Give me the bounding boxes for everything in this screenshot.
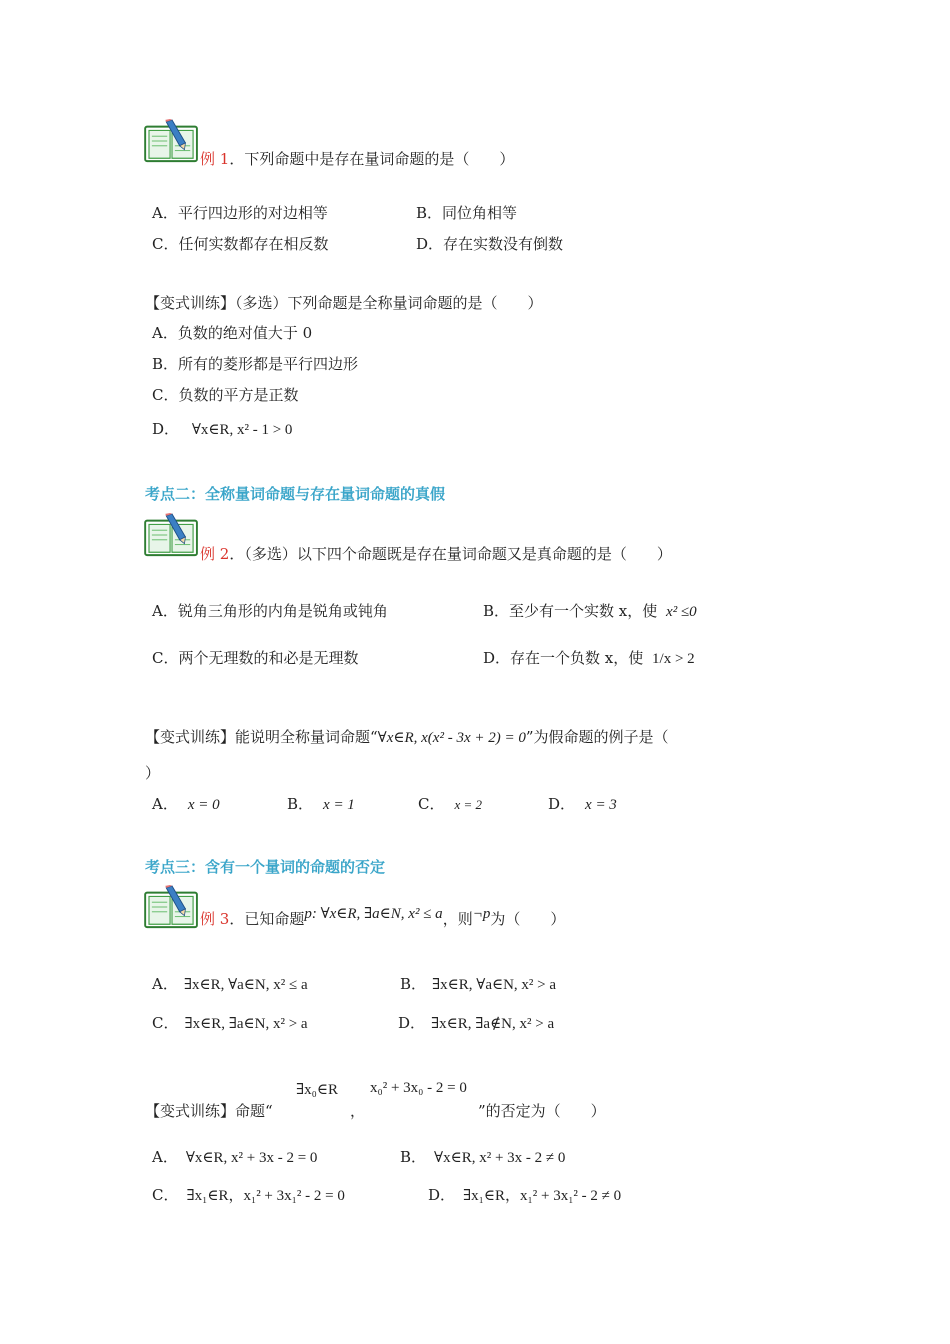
- option-math: ∀x∈R, x² + 3x - 2 = 0: [185, 1150, 318, 1166]
- option-math: x = 2: [454, 797, 483, 812]
- option-c: C．负数的平方是正数: [152, 386, 299, 404]
- question-math-2: x₀² + 3x₀ - 2 = 0: [370, 1080, 467, 1096]
- option-letter: D．: [152, 420, 180, 438]
- option-math: ∃x₁∈R，x₁² + 3x₁² - 2 ≠ 0: [463, 1188, 622, 1204]
- option-letter: D．: [428, 1186, 456, 1204]
- variation-question: 【变式训练】（多选）下列命题是全称量词命题的是（ ）: [145, 294, 543, 312]
- option-b: B．所有的菱形都是平行四边形: [152, 355, 359, 373]
- option-math: ∃x₁∈R，x₁² + 3x₁² - 2 = 0: [186, 1188, 345, 1204]
- example-2-heading: [200, 545, 672, 563]
- example-1-heading: [200, 150, 514, 168]
- option-c: C．任何实数都存在相反数: [152, 235, 329, 253]
- example-question: ．下列命题中是存在量词命题的是（ ）: [229, 150, 515, 168]
- book-pencil-icon: [143, 884, 201, 930]
- variation-question: [145, 728, 669, 747]
- option-d: [483, 649, 695, 668]
- option-letter: A．: [152, 795, 178, 813]
- option-math: x = 0: [187, 797, 220, 813]
- option-text: B．至少有一个实数 x，使: [483, 602, 658, 620]
- option-letter: C．: [152, 1186, 179, 1204]
- example-text: 为（ ）: [490, 910, 566, 928]
- option-c: [418, 795, 482, 814]
- example-text: ，则: [442, 910, 473, 928]
- option-a: [152, 795, 220, 814]
- option-a: A．负数的绝对值大于 0: [152, 324, 313, 342]
- option-d: [398, 1014, 554, 1033]
- option-math: x² ≤0: [666, 604, 697, 620]
- option-c: [152, 1014, 308, 1033]
- option-a: [152, 975, 308, 994]
- option-b: [287, 795, 355, 814]
- option-letter: A．: [152, 1148, 178, 1166]
- example-label: 例 1: [200, 150, 230, 168]
- option-math: ∃x∈R, ∀a∈N, x² > a: [432, 977, 557, 993]
- option-a: A．平行四边形的对边相等: [152, 204, 328, 222]
- book-pencil-icon: [143, 118, 201, 164]
- option-math: ∃x∈R, ∃a∉N, x² > a: [431, 1016, 555, 1032]
- example-label: 例 3: [200, 910, 230, 928]
- option-letter: B．: [287, 795, 314, 813]
- option-math: ∀x∈R, x² + 3x - 2 ≠ 0: [434, 1150, 566, 1166]
- option-a: A．锐角三角形的内角是锐角或钝角: [152, 602, 388, 620]
- option-b: [483, 602, 697, 621]
- option-letter: D．: [398, 1014, 426, 1032]
- example-text: ．已知命题: [229, 910, 305, 928]
- option-math: 1/x > 2: [652, 651, 695, 667]
- example-question: ．（多选）以下四个命题既是存在量词命题又是真命题的是（ ）: [229, 545, 672, 563]
- question-close: ）: [145, 764, 161, 782]
- option-b: [400, 1148, 565, 1167]
- example-label: 例 2: [200, 545, 230, 563]
- option-d: [152, 420, 292, 439]
- option-letter: A．: [152, 975, 178, 993]
- section-heading: 考点二：全称量词命题与存在量词命题的真假: [145, 485, 446, 503]
- option-letter: B．: [400, 1148, 427, 1166]
- option-c: [152, 1186, 345, 1205]
- option-math: ∃x∈R, ∃a∈N, x² > a: [184, 1016, 308, 1032]
- option-letter: C．: [152, 1014, 179, 1032]
- question-prefix: 【变式训练】能说明全称量词命题“: [145, 728, 378, 746]
- option-d: [428, 1186, 621, 1205]
- variation-question-suffix: ”的否定为（ ）: [478, 1102, 606, 1120]
- section-heading: 考点三：含有一个量词的命题的否定: [145, 858, 386, 876]
- option-math: ∀x∈R, x² - 1 > 0: [191, 422, 293, 438]
- option-a: [152, 1148, 317, 1167]
- option-letter: B．: [400, 975, 427, 993]
- option-b: B．同位角相等: [416, 204, 518, 222]
- option-text: D．存在一个负数 x，使: [483, 649, 644, 667]
- option-d: D．存在实数没有倒数: [416, 235, 564, 253]
- proposition-math: p: ∀x∈R, ∃a∈N, x² ≤ a: [304, 906, 443, 922]
- option-d: [548, 795, 617, 814]
- option-b: [400, 975, 556, 994]
- example-3-heading: [200, 906, 566, 929]
- book-pencil-icon: [143, 512, 201, 558]
- option-letter: D．: [548, 795, 576, 813]
- question-math: ∀x∈R, x(x² - 3x + 2) = 0: [377, 730, 526, 746]
- option-math: x = 1: [323, 797, 355, 813]
- variation-question-prefix: 【变式训练】命题“: [145, 1102, 273, 1120]
- option-math: x = 3: [585, 797, 617, 813]
- negation-math: ¬p: [472, 906, 491, 922]
- question-comma: ，: [350, 1102, 366, 1120]
- option-letter: C．: [418, 795, 445, 813]
- option-c: C．两个无理数的和必是无理数: [152, 649, 359, 667]
- question-math-1: ∃x₀∈R: [296, 1082, 338, 1098]
- question-suffix: ”为假命题的例子是（: [525, 728, 669, 746]
- option-math: ∃x∈R, ∀a∈N, x² ≤ a: [183, 977, 308, 993]
